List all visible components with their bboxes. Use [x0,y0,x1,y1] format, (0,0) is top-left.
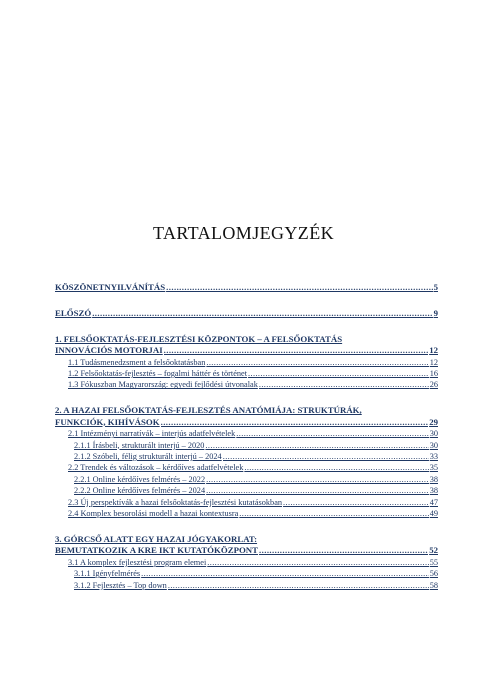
toc-page-number: 38 [429,486,438,496]
toc-gap [55,319,438,334]
toc-page-number: 30 [429,429,438,439]
toc-entry-title: 3.1 A komplex fejlesztési program elemei [68,557,207,567]
toc-section-link[interactable] [55,497,438,508]
toc-dot-leader [205,440,428,451]
toc-section-link[interactable] [55,379,438,390]
toc-page-number: 35 [429,463,438,473]
toc-subsection-link[interactable] [55,485,438,496]
toc-chapter-title-line[interactable]: 3. GÓRCSŐ ALATT EGY HAZAI JÓGYAKORLAT: [55,533,258,544]
toc-dot-leader [168,580,429,591]
toc-entry-title: 1.2 Felsőoktatás-fejlesztés – fogalmi háttér és történet [68,369,248,379]
toc-entry-title: 1.3 Fókuszban Magyarország: egyedi fejlődési útvonalak [68,380,258,390]
table-of-contents [55,282,438,591]
toc-entry-title: 2.1 Intézményi narratívák – interjús adatfelvételek [68,429,236,439]
toc-page-number: 33 [429,451,438,461]
toc-dot-leader [161,417,429,428]
toc-chapter-title-line[interactable]: 2. A HAZAI FELSŐOKTATÁS-FEJLESZTÉS ANATÓMIÁJA: STRUKTÚRÁK, [55,405,362,416]
toc-dot-leader [164,345,429,356]
toc-dot-leader [259,545,428,556]
toc-dot-leader [223,451,429,462]
toc-entry-title: ELŐSZÓ [55,307,92,318]
toc-dot-leader [239,508,428,519]
toc-page-number: 12 [429,357,438,367]
toc-dot-leader [206,485,429,496]
toc-entry-title: 2.2.2 Online kérdőíves felmérés – 2024 [74,486,206,496]
toc-page-number: 9 [433,307,438,318]
toc-dot-leader [236,428,428,439]
toc-entry-title: 3.1.2 Fejlesztés – Top down [74,580,167,590]
toc-chapter-link[interactable] [55,345,438,356]
toc-chapter-title-line[interactable]: 1. FELSŐOKTATÁS-FEJLESZTÉSI KÖZPONTOK – A FELSŐOKTATÁS [55,333,343,344]
toc-page-number: 47 [429,497,438,507]
toc-page-number: 16 [429,369,438,379]
toc-subsection-link[interactable] [55,568,438,579]
toc-dot-leader [92,308,432,319]
toc-subsection-link[interactable] [55,580,438,591]
toc-page-number: 49 [429,509,438,518]
toc-section-link[interactable] [55,557,438,568]
toc-entry-title: FUNKCIÓK, KIHÍVÁSOK [55,416,160,427]
toc-page-number: 26 [429,380,438,390]
toc-page-number: 55 [429,557,438,567]
page-title: TARTALOMJEGYZÉK [152,223,335,243]
toc-page-number: 58 [429,580,438,590]
toc-page-number: 5 [433,282,438,292]
toc-page-number: 52 [429,545,438,556]
toc-dot-leader [141,568,429,579]
toc-entry-title: 2.1.1 Írásbeli, strukturált interjú – 2020 [74,440,205,450]
toc-page-number: 29 [429,416,438,427]
toc-entry-title: 2.1.2 Szóbeli, félig strukturált interjú – 2024 [74,451,222,461]
toc-chapter-link[interactable] [55,545,438,556]
toc-chapter-link[interactable] [55,308,438,319]
toc-dot-leader [283,497,429,508]
toc-section-link[interactable] [55,357,438,368]
toc-subsection-link[interactable] [55,474,438,485]
toc-chapter-link[interactable] [55,282,438,293]
toc-entry-title: BEMUTATKOZIK A KRE IKT KUTATÓKÖZPONT [55,545,259,556]
toc-entry-title: KÖSZÖNETNYILVÁNÍTÁS [55,282,166,292]
toc-subsection-link[interactable] [55,440,438,451]
toc-section-link[interactable] [55,428,438,439]
toc-entry-title: 2.2.1 Online kérdőíves felmérés – 2022 [74,474,206,484]
toc-section-link[interactable] [55,508,438,519]
toc-dot-leader [248,368,429,379]
toc-section-link[interactable] [55,462,438,473]
toc-page-number: 30 [429,440,438,450]
toc-entry-title: 3.1.1 Igényfelmérés [74,569,141,579]
toc-dot-leader [259,379,429,390]
toc-entry-title: 2.4 Komplex besorolási modell a hazai kontextusra [68,509,239,518]
toc-dot-leader [207,557,428,568]
toc-gap [55,293,438,308]
toc-dot-leader [206,357,428,368]
toc-gap [55,391,438,406]
toc-page-number: 38 [429,474,438,484]
toc-entry-title: 2.3 Új perspektívák a hazai felsőoktatás-fejlesztési kutatásokban [68,497,283,507]
toc-dot-leader [206,474,429,485]
toc-dot-leader [166,282,432,293]
toc-entry-title: 2.2 Trendek és változások – kérdőíves adatfelvételek [68,463,244,473]
toc-chapter-link[interactable] [55,417,438,428]
toc-gap [55,519,438,534]
toc-section-link[interactable] [55,368,438,379]
toc-entry-title: INNOVÁCIÓS MOTORJAI [55,345,163,356]
toc-dot-leader [244,462,428,473]
toc-entry-title: 1.1 Tudásmenedzsment a felsőoktatásban [68,357,206,367]
toc-subsection-link[interactable] [55,451,438,462]
toc-page-number: 12 [429,345,438,356]
toc-page-number: 56 [429,569,438,579]
